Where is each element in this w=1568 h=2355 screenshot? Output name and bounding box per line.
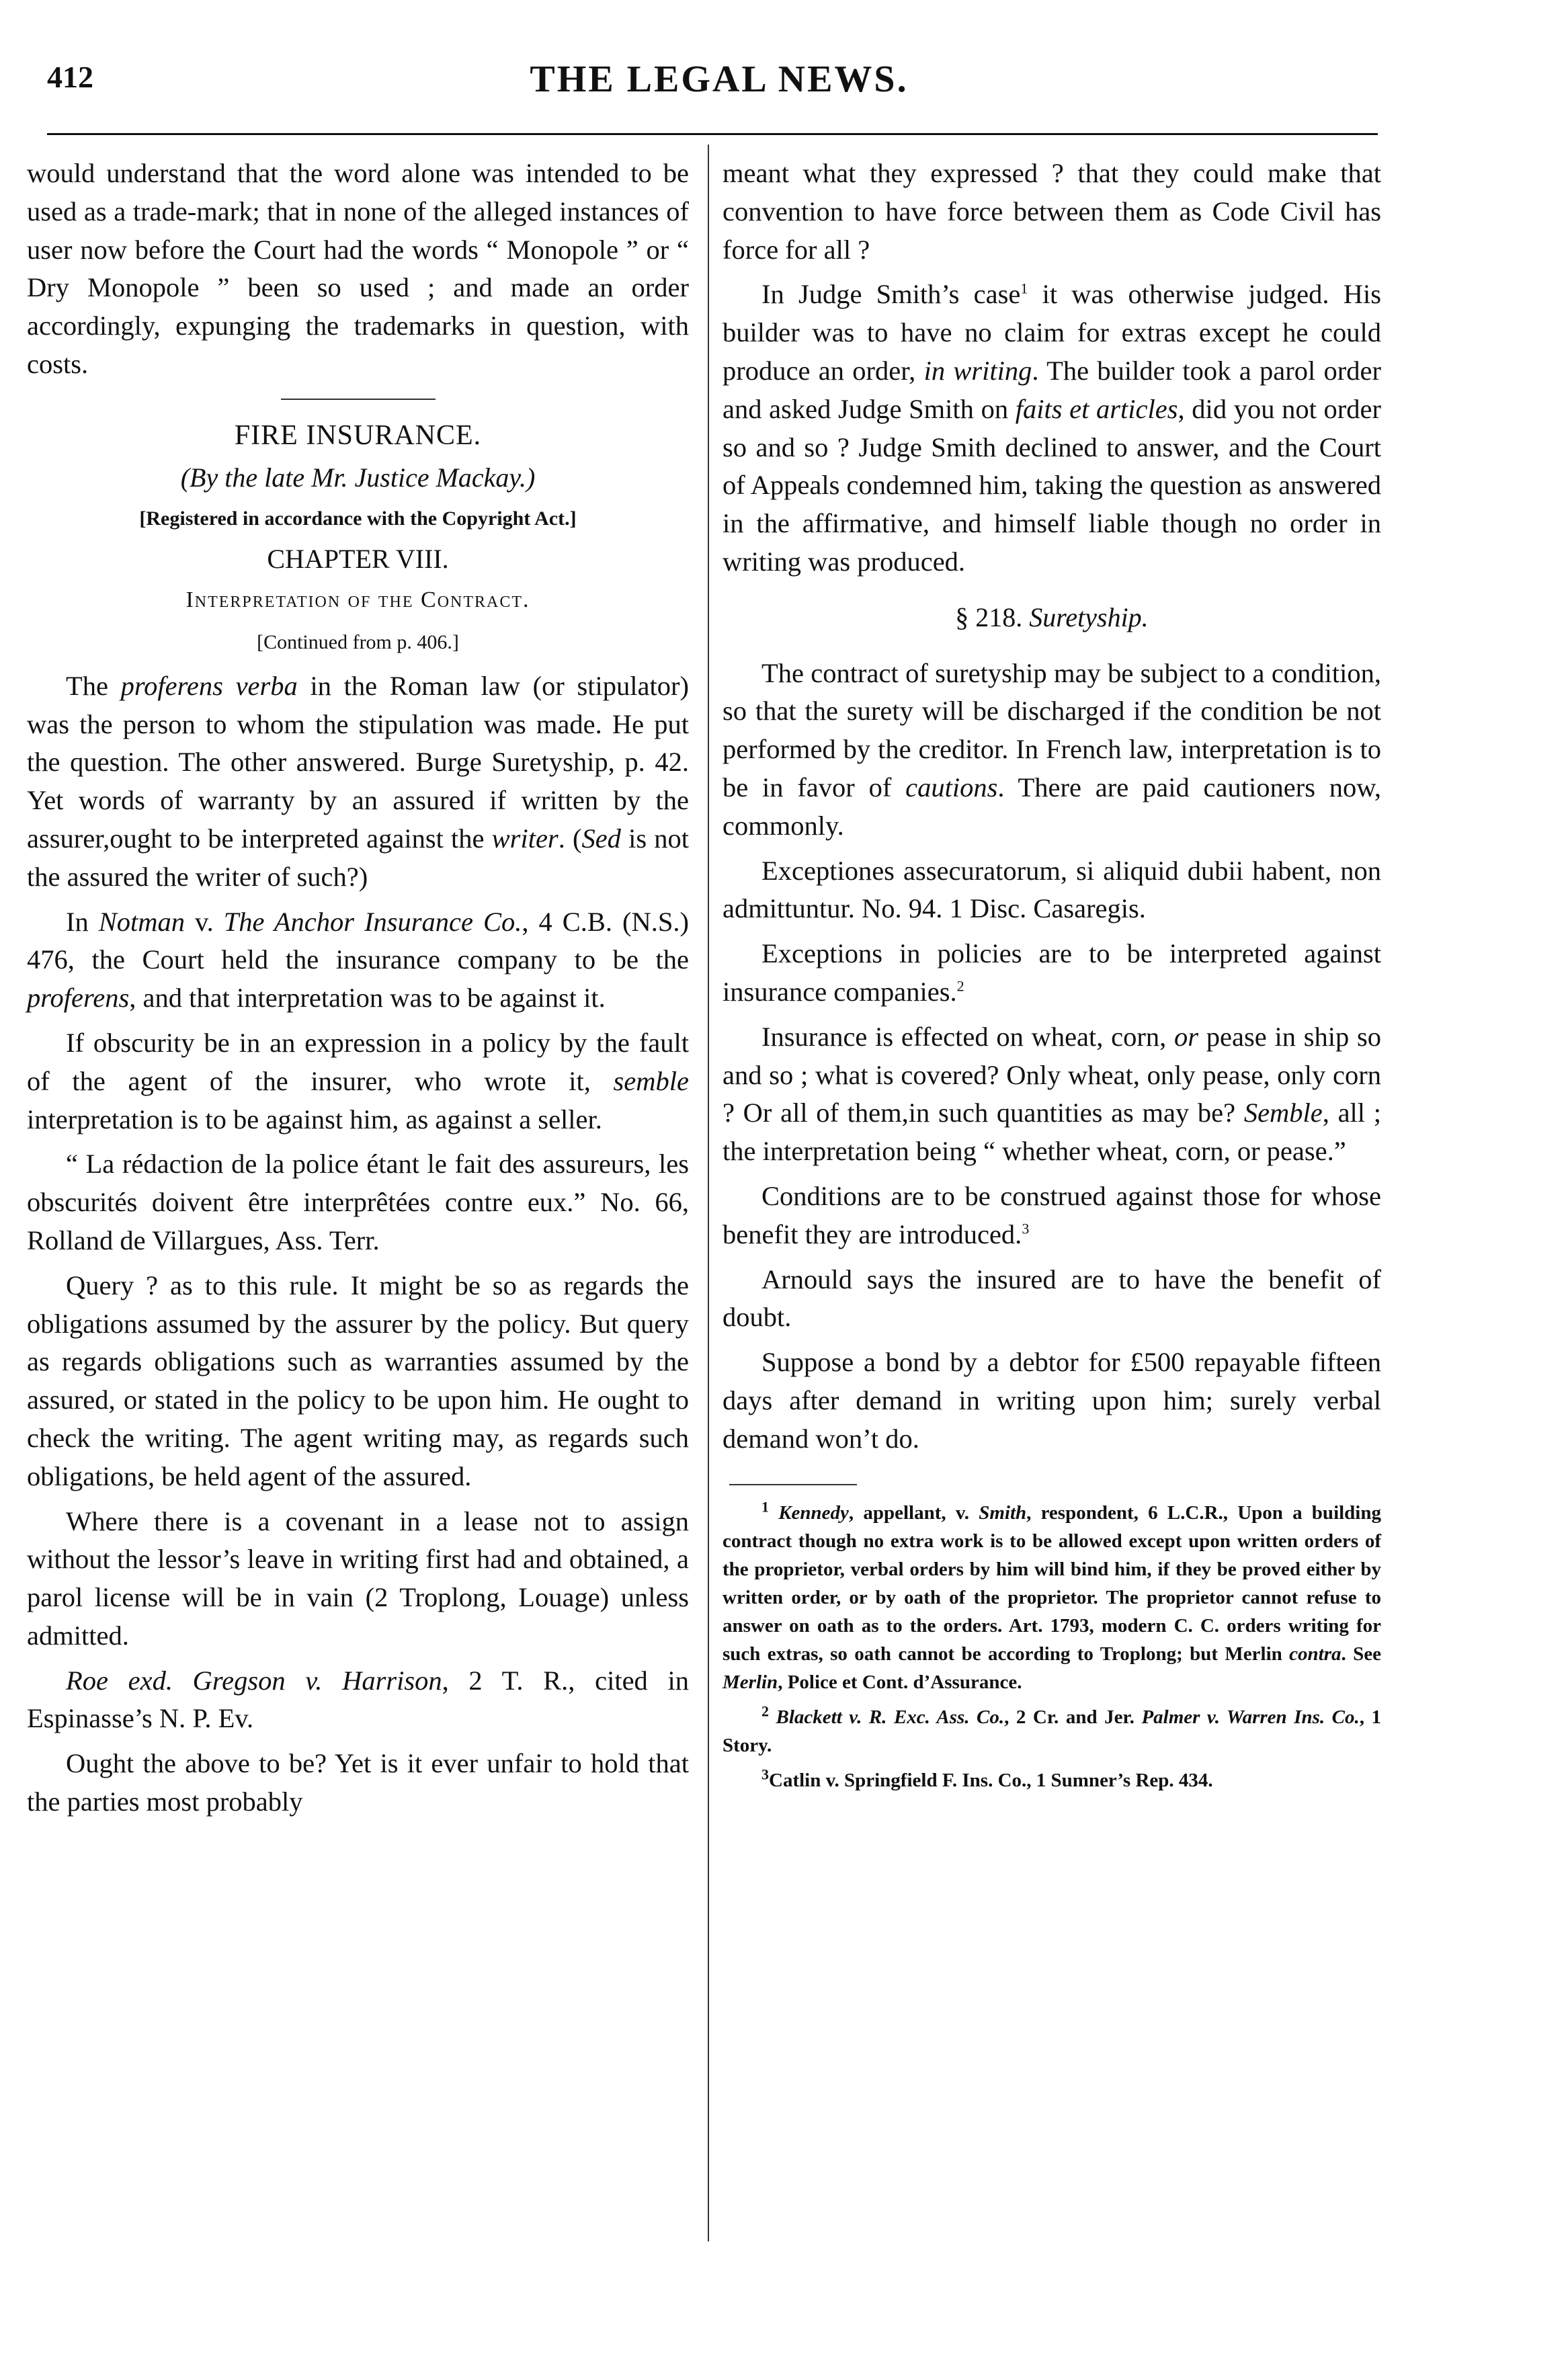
- column-divider: [708, 144, 709, 2241]
- paragraph: Ought the above to be? Yet is it ever unfair to hold that the parties most probably: [27, 1748, 689, 1817]
- paragraph: Arnould says the insured are to have the benefit of doubt.: [723, 1264, 1381, 1333]
- page-header: [47, 54, 1391, 114]
- page-number: 412: [47, 60, 93, 94]
- paragraph: Exceptions in policies are to be interpreted against insurance companies.$^2$: [723, 938, 1381, 1007]
- footnote: $^2$ Blackett v. R. Exc. Ass. Co., 2 Cr. and Jer. Palmer v. Warren Ins. Co., 1 Story.: [723, 1702, 1382, 1756]
- paragraph: Query ? as to this rule. It might be so as regards the obligations assumed by the assurer by the policy. But query as regards obligations such as warranties assumed by the assured, or stated in the policy to be upon him. He ought to check the writing. The agent writing may, as regards such obligations, be held agent of the assured.: [27, 1270, 689, 1491]
- running-title: THE LEGAL NEWS.: [530, 58, 909, 100]
- left-column: [27, 155, 689, 1828]
- section-title: FIRE INSURANCE.: [234, 419, 482, 451]
- copyright-notice: [Registered in accordance with the Copyright Act.]: [139, 507, 577, 530]
- paragraph: would understand that the word alone was intended to be used as a trade-mark; that in none of the alleged instances of user now before the Court had the words “ Monopole ” or “ Dry Monopole ” been so used ; and made an order accordingly, expunging the trademarks in question, with costs.: [27, 158, 689, 379]
- footnote-ref: 2: [956, 977, 964, 995]
- footnotes: [723, 1499, 1381, 1794]
- footnote-ref: 1: [1020, 280, 1028, 297]
- byline: (By the late Mr. Justice Mackay.): [180, 462, 536, 493]
- footnote-rule: [729, 1484, 857, 1485]
- paragraph: The contract of suretyship may be subject to a condition, so that the surety will be discharged if the condition be not performed by the creditor. In French law, interpretation is to be in favor of cautions. There are paid cautioners now, commonly.: [723, 657, 1381, 841]
- footnote: $^3$Catlin v. Springfield F. Ins. Co., 1 Sumner’s Rep. 434.: [761, 1765, 1213, 1791]
- paragraph: Roe exd. Gregson v. Harrison, 2 T. R., cited in Espinasse’s N. P. Ev.: [27, 1665, 689, 1734]
- section-divider: [281, 399, 436, 400]
- header-rule: [47, 133, 1378, 135]
- paragraph: Conditions are to be construed against those for whose benefit they are introduced.$^3$: [723, 1180, 1381, 1249]
- paragraph: If obscurity be in an expression in a policy by the fault of the agent of the insurer, who wrote it, semble interpretation is to be against him, as against a seller.: [27, 1027, 689, 1134]
- paragraph: Where there is a covenant in a lease not to assign without the lessor’s leave in writing first had and obtained, a parol license will be in vain (2 Troplong, Louage) unless admitted.: [27, 1505, 689, 1651]
- right-column: [723, 155, 1381, 1801]
- paragraph: In Judge Smith’s case$^1$ it was otherwise judged. His builder was to have no claim for extras except he could produce an order, in writing. The builder took a parol order and asked Judge Smith on faits et articles, did you not order so and so ? Judge Smith declined to answer, and the Court of Appeals condemned him, taking the question as answered in the affirmative, and himself liable though no order in writing was produced.: [723, 279, 1382, 577]
- section-heading: § 218. Suretyship.: [955, 602, 1149, 632]
- paragraph: The proferens verba in the Roman law (or stipulator) was the person to whom the stipulation was made. He put the question. The other answered. Burge Suretyship, p. 42. Yet words of warranty by an assured if written by the assurer,ought to be interpreted against the writer. (Sed is not the assured the writer of such?): [27, 670, 689, 892]
- paragraph: Suppose a bond by a debtor for £500 repayable fifteen days after demand in writing upon him; surely verbal demand won’t do.: [723, 1347, 1381, 1454]
- paragraph: Exceptiones assecuratorum, si aliquid dubii habent, non admittuntur. No. 94. 1 Disc. Casaregis.: [723, 855, 1381, 924]
- paragraph: “ La rédaction de la police étant le fait des assureurs, les obscurités doivent être interprêtées contre eux.” No. 66, Rolland de Villargues, Ass. Terr.: [27, 1149, 689, 1255]
- footnote-ref: 3: [1022, 1220, 1030, 1237]
- paragraph: Insurance is effected on wheat, corn, or pease in ship so and so ; what is covered? Only wheat, only pease, only corn ? Or all of them,in such quantities as may be? Semble, all ; the interpretation being “ whether wheat, corn, or pease.”: [723, 1021, 1382, 1167]
- paragraph: In Notman v. The Anchor Insurance Co., 4 C.B. (N.S.) 476, the Court held the insurance company to be the proferens, and that interpretation was to be against it.: [27, 906, 690, 1014]
- continued-note: [Continued from p. 406.]: [257, 630, 459, 653]
- paragraph: meant what they expressed ? that they could make that convention to have force between them as Code Civil has force for all ?: [723, 158, 1381, 265]
- chapter-heading: CHAPTER VIII.: [267, 544, 449, 575]
- footnote: $^1$ Kennedy, appellant, v. Smith, respondent, 6 L.C.R., Upon a building contract though no extra work is to be allowed except upon written orders of the proprietor, verbal orders by him will bind him, if they be proved either by written order, or by oath of the proprietor. The proprietor cannot refuse to answer on oath as to the orders. Art. 1793, modern C. C. orders writing for such extras, so oath cannot be according to Troplong; but Merlin contra. See Merlin, Police et Cont. d’Assurance.: [723, 1497, 1381, 1693]
- chapter-subtitle: Interpretation of the Contract.: [185, 587, 530, 613]
